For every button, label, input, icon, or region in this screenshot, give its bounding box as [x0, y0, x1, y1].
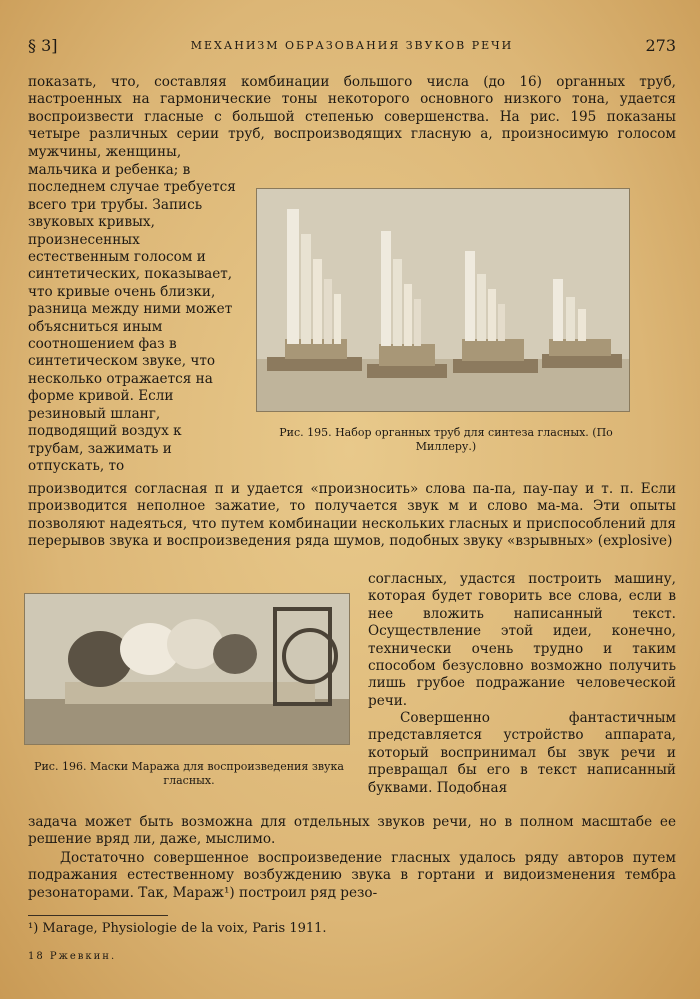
paragraph-consonants: производится согласная п и удается «произносить» слова па-па, пау-пау и т. п. Если производится неполное зажатие, то получается звук м и слово ма-ма. Эти опыты позволяют надеяться, что путем комбинации нескольких гласных и приспособлений для перерывов звука и воспроизведения ряда шумов, подобных звуку «взрывных» (explosive)	[28, 481, 676, 550]
footnote-rule	[28, 915, 168, 916]
footnote: ¹) Marage, Physiologie de la voix, Paris 1911.	[28, 921, 327, 936]
printer-signature: 18 Ржевкин.	[28, 951, 117, 962]
organ-pipes-illustration	[257, 189, 629, 411]
page-number: 273	[645, 36, 676, 55]
section-marker: § 3]	[28, 36, 58, 55]
figure-196-caption: Рис. 196. Маски Маража для воспроизведения звука гласных.	[34, 760, 344, 787]
marage-masks-illustration	[25, 594, 349, 744]
paragraph-left-column: мальчика и ребенка; в последнем случае требуется всего три трубы. Запись звуковых кривых, произнесенных естественным голосом и синтетических, показывает, что кривые очень близки, разница между ними может объясниться иным соотношением фаз в синтетическом звуке, что несколько отражается на форме кривой. Если резиновый шланг, подводящий воздух к трубам, зажимать и отпускать, то	[28, 162, 236, 474]
paragraph-marage: Достаточно совершенное воспроизведение гласных удалось ряду авторов путем подражания естественному возбуждению звука в гортани и видоизменения тембра резонаторами. Так, Мараж¹) построил ряд резо-	[28, 850, 676, 901]
figure-196-marage-masks	[24, 593, 350, 745]
paragraph-apparatus: Совершенно фантастичным представляется устройство аппарата, который воспринимал бы звук речи и превращал бы его в текст написанный буквами. Подобная	[368, 710, 676, 796]
paragraph-machine: согласных, удастся построить машину, которая будет говорить все слова, если в нее вложить написанный текст. Осуществление этой идеи, конечно, технически очень трудно и таким способом безусловно возможно получить лишь грубое подражание человеческой речи.	[368, 571, 676, 709]
paragraph-apparatus-continued: задача может быть возможна для отдельных звуков речи, но в полном масштабе ее решение вряд ли, даже, мыслимо.	[28, 814, 676, 848]
running-title: МЕХАНИЗМ ОБРАЗОВАНИЯ ЗВУКОВ РЕЧИ	[190, 39, 514, 52]
figure-195-organ-pipes	[256, 188, 630, 412]
running-header	[28, 36, 676, 60]
paragraph-intro: показать, что, составляя комбинации большого числа (до 16) органных труб, настроенных на гармонические тоны некоторого основного низкого тона, удается воспроизвести гласные с большой степенью совершенства. На рис. 195 показаны четыре различных серии труб, воспроизводящих гласную а, произносимую голосом мужчины, женщины,	[28, 74, 676, 160]
figure-195-caption: Рис. 195. Набор органных труб для синтеза гласных. (По Миллеру.)	[279, 426, 613, 453]
